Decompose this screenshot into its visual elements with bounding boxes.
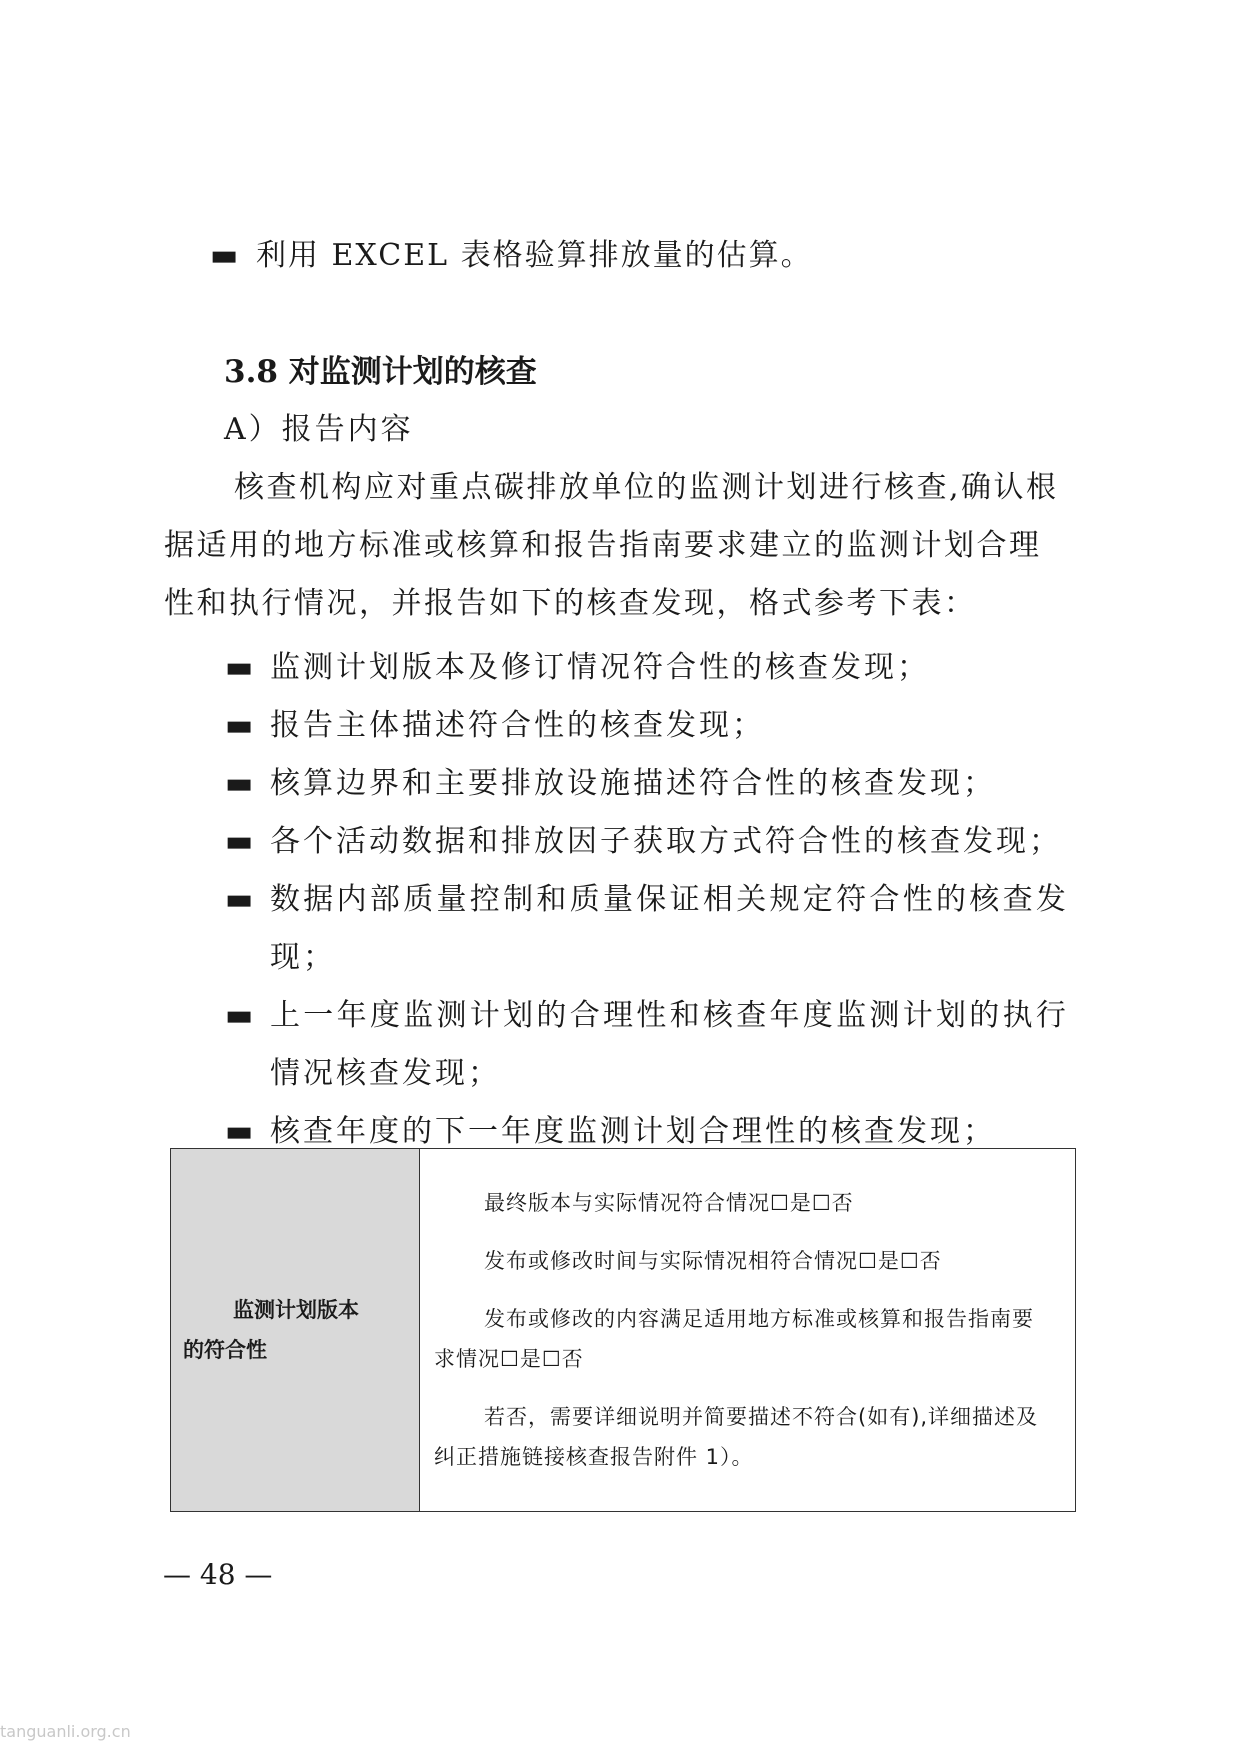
list-item: 核查年度的下一年度监测计划合理性的核查发现； (270, 1114, 996, 1149)
table-label-line: 的符合性 (183, 1338, 267, 1362)
bullet-marker: ▬ (225, 998, 254, 1033)
list-item: 报告主体描述符合性的核查发现； (270, 708, 765, 743)
bullet-marker: ▬ (225, 824, 254, 859)
bullet-marker: ▬ (225, 882, 254, 917)
table-paragraph: 最终版本与实际情况符合情况☐是☐否 (484, 1191, 854, 1215)
check-table (170, 1148, 1076, 1512)
section-heading: 3.8 对监测计划的核查 (224, 354, 537, 390)
list-item-continuation: 情况核查发现； (270, 1056, 501, 1091)
list-item: 各个活动数据和排放因子获取方式符合性的核查发现； (270, 824, 1062, 859)
bullet-marker: ▬ (225, 1114, 254, 1149)
top-bullet-text: 利用 EXCEL 表格验算排放量的估算。 (256, 238, 813, 273)
intro-line: 性和执行情况，并报告如下的核查发现，格式参考下表： (164, 586, 977, 621)
table-label-line: 监测计划版本 (233, 1298, 359, 1322)
page-number: — 48 — (163, 1558, 273, 1591)
table-paragraph: 发布或修改的内容满足适用地方标准或核算和报告指南要求情况☐是☐否 (434, 1307, 1034, 1371)
list-item: 上一年度监测计划的合理性和核查年度监测计划的执行 (270, 998, 1070, 1033)
intro-line: 核查机构应对重点碳排放单位的监测计划进行核查,确认根 (234, 470, 1059, 505)
list-item: 数据内部质量控制和质量保证相关规定符合性的核查发 (270, 882, 1070, 917)
bullet-marker: ▬ (225, 650, 254, 685)
bullet-marker: ▬ (210, 238, 239, 273)
intro-line: 据适用的地方标准或核算和报告指南要求建立的监测计划合理 (164, 528, 1042, 563)
bullet-marker: ▬ (225, 766, 254, 801)
list-item: 监测计划版本及修订情况符合性的核查发现； (270, 650, 930, 685)
table-row (171, 1149, 1076, 1512)
table-paragraph: 若否，需要详细说明并简要描述不符合(如有),详细描述及纠正措施链接核查报告附件 1）。 (434, 1405, 1039, 1469)
table-label-cell (171, 1149, 420, 1512)
table-content-cell (420, 1149, 1076, 1512)
list-item-continuation: 现； (270, 940, 336, 975)
watermark: tanguanli.org.cn (0, 1722, 131, 1741)
sub-heading: A）报告内容 (224, 412, 414, 447)
bullet-marker: ▬ (225, 708, 254, 743)
table-paragraph: 发布或修改时间与实际情况相符合情况☐是☐否 (484, 1249, 942, 1273)
list-item: 核算边界和主要排放设施描述符合性的核查发现； (270, 766, 996, 801)
